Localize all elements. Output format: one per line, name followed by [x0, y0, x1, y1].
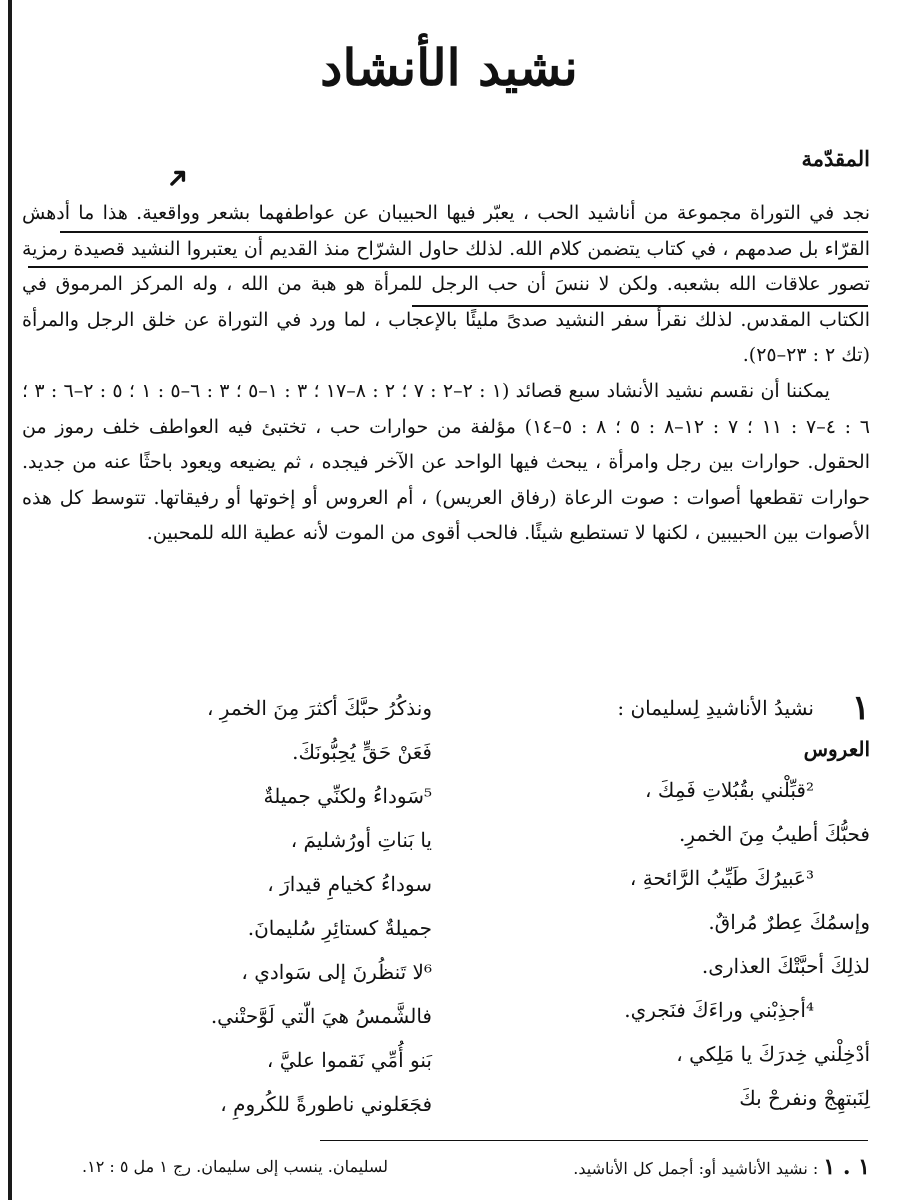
verse-line: فَعَنْ حَقٍّ يُحِبُّونَكَ. [292, 740, 432, 764]
footnote-right [573, 1150, 870, 1186]
chapter-number: ١ [851, 688, 870, 728]
verse-line: بَنو أُمِّي نَقموا عليَّ ، [266, 1048, 432, 1072]
verse-line: فالشَّمسُ هيَ الّتي لَوَّحتْني. [210, 1004, 432, 1028]
verse-line: ⁵سَوداءُ ولكنِّي جميلةٌ [263, 784, 432, 808]
verse-line: لِنَبتهِجْ ونفرحْ بكَ [739, 1086, 870, 1110]
verse-line: فحبُّكَ أطيبُ مِنَ الخمرِ. [678, 822, 870, 846]
underline-annotation [412, 305, 868, 307]
verse-line: لذلِكَ أحبَّتْكَ العذارى. [701, 954, 870, 978]
intro-section [22, 196, 870, 552]
scan-edge [8, 0, 12, 1200]
page-title: نشيد الأنشاد [320, 38, 578, 97]
poem-left-column [22, 686, 432, 1126]
arrow-annotation-icon: ➜ [157, 157, 198, 198]
poem-right-column [460, 686, 870, 1120]
footnote-left: لسليمان. ينسب إلى سليمان. رج ١ مل ٥ : ١٢. [82, 1157, 389, 1176]
verse-line: ²قبِّلْني بقُبُلاتِ فَمِكَ ، [645, 778, 814, 802]
verse-line: وإسمُكَ عِطرٌ مُراقٌ. [708, 910, 870, 934]
footnote-text: : نشيد الأناشيد أو: أجمل كل الأناشيد. [573, 1159, 819, 1178]
verse-line: سوداءُ كخيامِ قيدارَ ، [267, 872, 432, 896]
poem-section [22, 686, 870, 1146]
verse-line: ⁴أجذِبْني وراءَكَ فنَجري. [624, 998, 814, 1022]
footnote-reference: ١ . ١ [823, 1154, 870, 1180]
verse-line: جميلةٌ كستائِرِ سُليمانَ. [247, 916, 432, 940]
intro-paragraph-1: نجد في التوراة مجموعة من أناشيد الحب ، يعبّر فيها الحبيبان عن عواطفهما بشعر وواقعية. هذا ما أدهش القرّاء بل صدمهم ، في كتاب يتضمن كلام الله. لذلك حاول الشرّاح منذ القديم أن يعتبروا النشيد قصيدة رمزية تصور علاقات الله بشعبه. ولكن لا ننسَ أن حب الرجل للمرأة هو هبة من الله ، وله المركز المرموق في الكتاب المقدس. لذلك نقرأ سفر النشيد صدىً مليئًا بالإعجاب ، لما ورد في التوراة عن خلق الرجل والمرأة (تك ٢ : ٢٣–٢٥). [22, 202, 870, 367]
verse-line: فجَعَلوني ناطورةً للكُرومِ ، [220, 1092, 432, 1116]
speaker-label: العروس [803, 737, 870, 761]
footnote-divider [320, 1140, 868, 1141]
footnote [22, 1150, 870, 1184]
verse-line: ⁶لا تَنظُرنَ إلى سَوادي ، [241, 960, 432, 984]
verse-line: ³عَبيرُكَ طَيِّبُ الرَّائحةِ ، [629, 866, 814, 890]
verse-line: يا بَناتِ أورُشليمَ ، [290, 828, 432, 852]
intro-heading: المقدّمة [801, 146, 870, 171]
poem-heading-line: نشيدُ الأناشيدِ لِسليمان : [617, 696, 814, 720]
verse-line: ونذكُرُ حبَّكَ أكثرَ مِنَ الخمرِ ، [206, 696, 432, 720]
underline-annotation [28, 266, 868, 268]
verse-line: أدْخِلْني خِدرَكَ يا مَلِكي ، [676, 1042, 870, 1066]
underline-annotation [60, 231, 868, 233]
intro-paragraph-2: يمكننا أن نقسم نشيد الأنشاد سبع قصائد (١ : ٢–٢ : ٧ ؛ ٢ : ٨–١٧ ؛ ٣ : ١–٥ ؛ ٣ : ٦–٥ : ١ ؛ ٥ : ٢–٦ : ٣ ؛ ٦ : ٤–٧ : ١١ ؛ ٧ : ١٢–٨ : ٥ ؛ ٨ : ٥–١٤) مؤلفة من حوارات حب ، تختبئ فيه العواطف خلف رموز من الحقول. حوارات بين رجل وامرأة ، يبحث فيها الواحد عن الآخر فيجده ، ثم يضيعه ويعود باحثًا عنه من جديد. حوارات تقطعها أصوات : صوت الرعاة (رفاق العريس) ، أم العروس أو إخوتها أو رفيقاتها. تتوسط كل هذه الأصوات بين الحبيبين ، لكنها لا تستطيع شيئًا. فالحب أقوى من الموت لأنه عطية الله للمحبين. [22, 379, 871, 545]
